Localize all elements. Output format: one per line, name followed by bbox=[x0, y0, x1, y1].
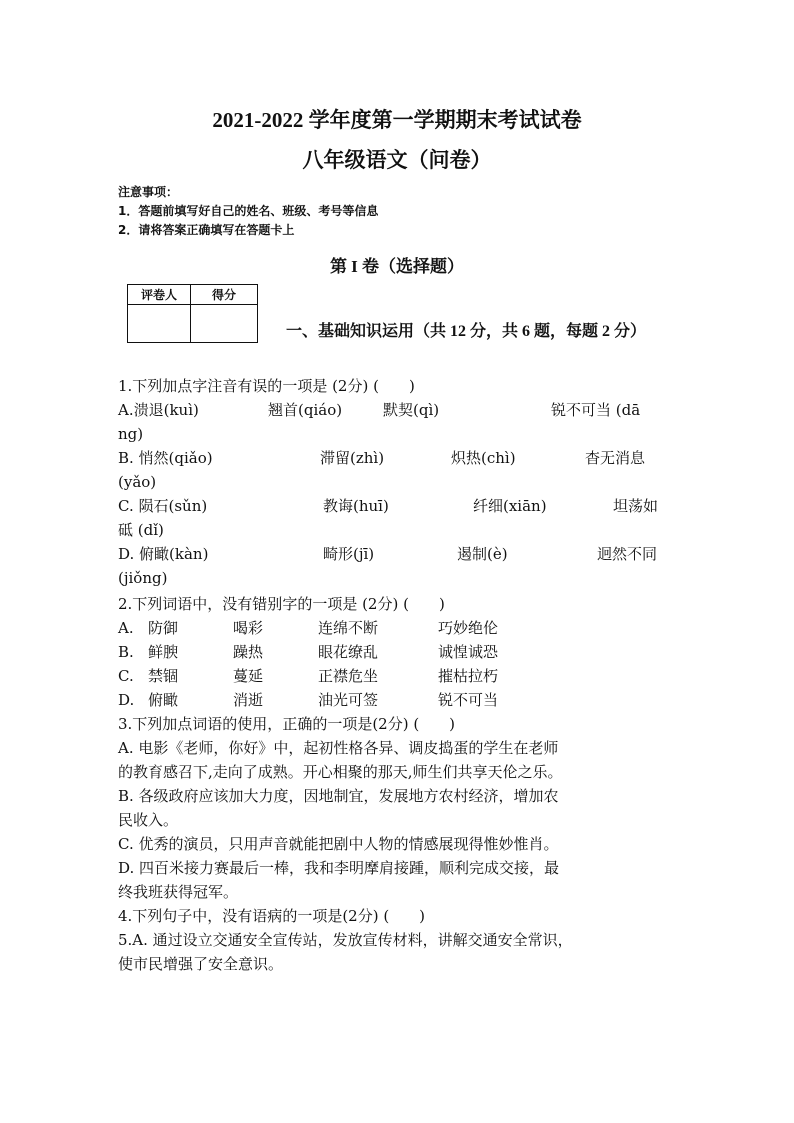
option-word: 摧枯拉朽 bbox=[438, 667, 499, 685]
question-stem: 3.下列加点词语的使用，正确的一项是(2分) ( ) bbox=[118, 715, 456, 733]
option-a bbox=[118, 398, 678, 422]
option-d-cont: 终我班获得冠军。 bbox=[118, 883, 239, 901]
question-stem: 2.下列词语中，没有错别字的一项是 (2分) ( ) bbox=[118, 595, 445, 613]
option-c bbox=[118, 664, 678, 688]
option-text: 翘首(qiáo) bbox=[268, 401, 343, 419]
question-stem: 1.下列加点字注音有误的一项是 (2分) ( ) bbox=[118, 377, 415, 395]
question-1 bbox=[118, 374, 678, 590]
grader-cell bbox=[128, 305, 191, 343]
option-word: 防御 bbox=[148, 619, 179, 637]
option-word: 连绵不断 bbox=[318, 619, 379, 637]
option-text: C. 陨石(sǔn) bbox=[118, 497, 208, 515]
option-word: 油光可签 bbox=[318, 691, 379, 709]
option-d: D. 四百米接力赛最后一棒，我和李明摩肩接踵，顺利完成交接，最 bbox=[118, 859, 560, 877]
option-letter: B. bbox=[118, 643, 134, 661]
score-cell bbox=[191, 305, 258, 343]
grader-header: 评卷人 bbox=[128, 285, 191, 305]
option-b: B. 各级政府应该加大力度，因地制宜，发展地方农村经济，增加农 bbox=[118, 787, 559, 805]
score-box bbox=[127, 284, 258, 343]
option-word: 躁热 bbox=[233, 643, 264, 661]
option-text: 畸形(jī) bbox=[323, 545, 375, 563]
exam-subtitle: 八年级语文（问卷） bbox=[302, 148, 492, 172]
option-text: 迥然不同 bbox=[597, 545, 658, 563]
option-text: 杳无消息 bbox=[585, 449, 646, 467]
question-2 bbox=[118, 592, 678, 712]
option-word: 锐不可当 bbox=[438, 691, 499, 709]
part-title: 一、基础知识运用（共 12 分，共 6 题，每题 2 分） bbox=[286, 323, 647, 340]
option-c: C. 优秀的演员，只用声音就能把剧中人物的情感展现得惟妙惟肖。 bbox=[118, 835, 559, 853]
option-letter: D. bbox=[118, 691, 135, 709]
option-d bbox=[118, 688, 678, 712]
option-b bbox=[118, 640, 678, 664]
option-text: B. 悄然(qiǎo) bbox=[118, 449, 213, 467]
question-5-line: 5.A. 通过设立交通安全宣传站，发放宣传材料，讲解交通安全常识， bbox=[118, 931, 573, 949]
option-text: 默契(qì) bbox=[383, 401, 440, 419]
option-word: 禁锢 bbox=[148, 667, 179, 685]
option-word: 鲜腴 bbox=[148, 643, 179, 661]
notes-block bbox=[118, 183, 378, 240]
option-word: 正襟危坐 bbox=[318, 667, 379, 685]
option-text: A.溃退(kuì) bbox=[118, 401, 199, 419]
option-text: 纤细(xiān) bbox=[473, 497, 547, 515]
notes-heading: 注意事项： bbox=[118, 185, 179, 199]
question-4-stem: 4.下列句子中，没有语病的一项是(2分) ( ) bbox=[118, 907, 426, 925]
option-text: 砥 (dǐ) bbox=[118, 521, 164, 539]
option-text: (jiǒng) bbox=[118, 569, 168, 587]
option-word: 消逝 bbox=[233, 691, 264, 709]
option-text: ng) bbox=[118, 425, 144, 443]
option-word: 俯瞰 bbox=[148, 691, 179, 709]
option-a-cont: 的教育感召下,走向了成熟。开心相聚的那天,师生们共享天伦之乐。 bbox=[118, 763, 563, 781]
option-text: 锐不可当 (dā bbox=[551, 401, 641, 419]
exam-title: 2021-2022 学年度第一学期期末考试试卷 bbox=[212, 108, 582, 132]
option-a: A. 电影《老师，你好》中，起初性格各异、调皮捣蛋的学生在老师 bbox=[118, 739, 559, 757]
option-letter: C. bbox=[118, 667, 134, 685]
section-title: 第 I 卷（选择题） bbox=[329, 257, 465, 276]
option-word: 诚惶诚恐 bbox=[438, 643, 499, 661]
notes-item: 1．答题前填写好自己的姓名、班级、考号等信息 bbox=[118, 204, 379, 218]
option-word: 巧妙绝伦 bbox=[438, 619, 499, 637]
option-word: 眼花缭乱 bbox=[318, 643, 379, 661]
option-text: 遏制(è) bbox=[457, 545, 508, 563]
option-b bbox=[118, 446, 678, 470]
option-word: 喝彩 bbox=[233, 619, 264, 637]
option-letter: A. bbox=[118, 619, 134, 637]
option-a bbox=[118, 616, 678, 640]
option-text: D. 俯瞰(kàn) bbox=[118, 545, 209, 563]
option-text: (yǎo) bbox=[118, 473, 157, 491]
option-b-cont: 民收入。 bbox=[118, 811, 179, 829]
option-text: 教诲(huī) bbox=[323, 497, 389, 515]
question-5-line: 使市民增强了安全意识。 bbox=[118, 955, 284, 973]
option-text: 坦荡如 bbox=[613, 497, 659, 515]
option-text: 滞留(zhì) bbox=[320, 449, 385, 467]
notes-item: 2．请将答案正确填写在答题卡上 bbox=[118, 223, 295, 237]
option-word: 蔓延 bbox=[233, 667, 264, 685]
option-d bbox=[118, 542, 678, 566]
option-c bbox=[118, 494, 678, 518]
question-3 bbox=[118, 712, 678, 976]
option-text: 炽热(chì) bbox=[451, 449, 516, 467]
score-header: 得分 bbox=[191, 285, 258, 305]
